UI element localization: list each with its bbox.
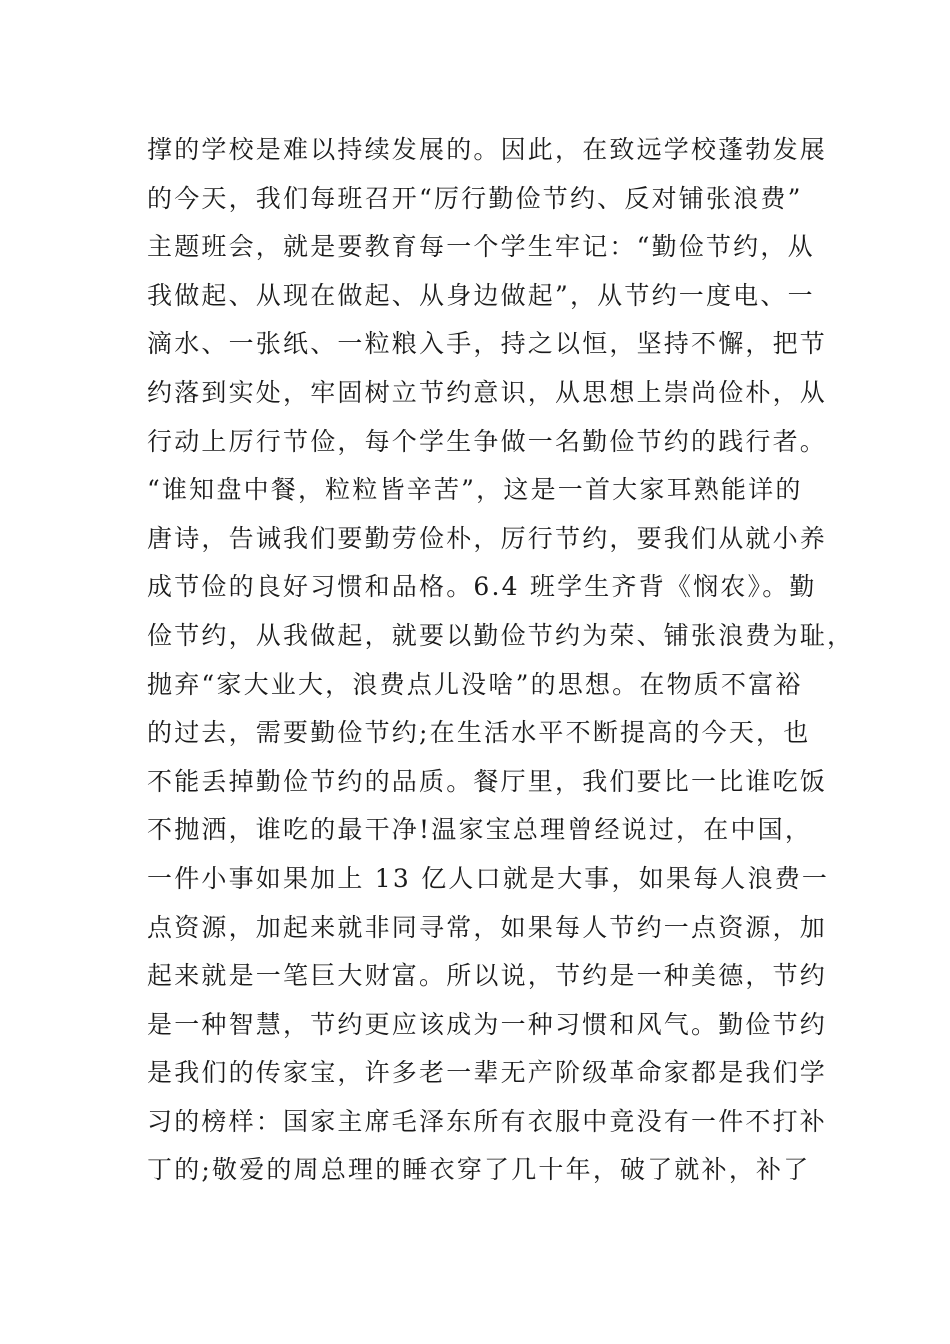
text-line: 的今天，我们每班召开“厉行勤俭节约、反对铺张浪费” bbox=[147, 183, 803, 213]
body-text bbox=[147, 126, 855, 1195]
text-line: 丁的;敬爱的周总理的睡衣穿了几十年，破了就补，补了 bbox=[147, 1155, 811, 1185]
text-line: 唐诗，告诫我们要勤劳俭朴，厉行节约，要我们从就小养 bbox=[147, 523, 828, 553]
text-line: 行动上厉行节俭，每个学生争做一名勤俭节约的践行者。 bbox=[147, 426, 828, 456]
text-line: 是我们的传家宝，许多老一辈无产阶级革命家都是我们学 bbox=[147, 1058, 828, 1088]
text-line: 约落到实处，牢固树立节约意识，从思想上崇尚俭朴，从 bbox=[147, 377, 828, 407]
text-line: 的过去，需要勤俭节约;在生活水平不断提高的今天，也 bbox=[147, 718, 811, 748]
text-line: 起来就是一笔巨大财富。所以说，节约是一种美德，节约 bbox=[147, 961, 828, 991]
text-line: 不抛洒，谁吃的最干净!温家宝总理曾经说过，在中国， bbox=[147, 815, 813, 845]
text-line: 抛弃“家大业大，浪费点儿没啥”的思想。在物质不富裕 bbox=[147, 669, 803, 699]
text-line: 习的榜样：国家主席毛泽东所有衣服中竟没有一件不打补 bbox=[147, 1106, 828, 1136]
text-line: 滴水、一张纸、一粒粮入手，持之以恒，坚持不懈，把节 bbox=[147, 329, 828, 359]
text-line: 我做起、从现在做起、从身边做起”，从节约一度电、一 bbox=[147, 280, 815, 310]
text-line: 是一种智慧，节约更应该成为一种习惯和风气。勤俭节约 bbox=[147, 1009, 828, 1039]
text-line: 点资源，加起来就非同寻常，如果每人节约一点资源，加 bbox=[147, 912, 828, 942]
text-line: 主题班会，就是要教育每一个学生牢记：“勤俭节约，从 bbox=[147, 232, 815, 262]
text-line: 一件小事如果加上 13 亿人口就是大事，如果每人浪费一 bbox=[147, 863, 830, 893]
text-line: 撑的学校是难以持续发展的。因此，在致远学校蓬勃发展 bbox=[147, 135, 828, 164]
text-line: 成节俭的良好习惯和品格。6.4 班学生齐背《悯农》。勤 bbox=[147, 572, 817, 602]
text-line: 不能丢掉勤俭节约的品质。餐厅里，我们要比一比谁吃饭 bbox=[147, 766, 828, 796]
text-line: “谁知盘中餐，粒粒皆辛苦”，这是一首大家耳熟能详的 bbox=[147, 475, 803, 505]
text-line: 俭节约，从我做起，就要以勤俭节约为荣、铺张浪费为耻， bbox=[147, 620, 855, 650]
